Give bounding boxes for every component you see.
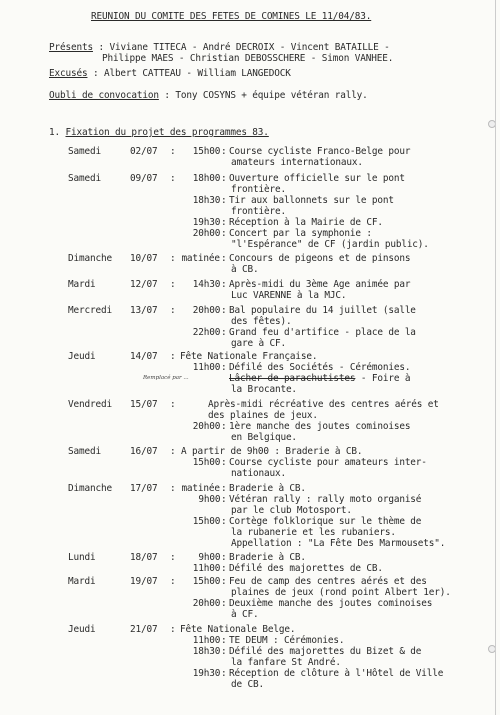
- forgotten-label: Oubli de convocation: [49, 90, 159, 101]
- excused-names: Albert CATTEAU - William LANGEDOCK: [103, 68, 291, 79]
- program-time: 15h00: [192, 457, 221, 468]
- excused-label: Excusés: [49, 68, 88, 79]
- date-separator: :: [170, 253, 176, 264]
- forgotten-row: Oubli de convocation : Tony COSYNS + équipe vétéran rally.: [49, 90, 368, 101]
- program-text: la Brocante.: [231, 384, 297, 395]
- program-day: Vendredi: [68, 399, 112, 410]
- time-separator: :: [221, 576, 227, 587]
- program-day: Samedi: [68, 146, 101, 157]
- struck-text: Lâcher de parachutistes: [229, 373, 356, 384]
- program-text: nationaux.: [231, 468, 286, 479]
- time-separator: :: [221, 552, 227, 563]
- program-time: 15h00: [192, 146, 221, 157]
- document-title: REUNION DU COMITE DES FETES DE COMINES LE 11/04/83.: [91, 11, 372, 22]
- date-separator: :: [170, 173, 176, 184]
- program-day: Jeudi: [68, 624, 96, 635]
- time-separator: :: [221, 327, 227, 338]
- section-number: 1.: [49, 127, 60, 138]
- program-text: à CF.: [231, 609, 259, 620]
- program-time: 22h00: [192, 327, 221, 338]
- program-time: 11h00: [192, 635, 221, 646]
- date-separator: :: [170, 399, 176, 410]
- program-text: Fête Nationale Française.: [180, 351, 318, 362]
- program-time: 20h00: [192, 228, 221, 239]
- program-text: en Belgique.: [231, 432, 297, 443]
- program-text: Grand feu d'artifice - place de la: [229, 327, 416, 338]
- time-separator: :: [221, 635, 227, 646]
- time-separator: :: [221, 195, 227, 206]
- program-date: 21/07: [130, 624, 158, 635]
- program-time: 15h00: [192, 576, 221, 587]
- program-text: Ouverture officielle sur le pont: [229, 173, 405, 184]
- program-date: 18/07: [130, 552, 158, 563]
- time-separator: :: [221, 217, 227, 228]
- program-time: 9h00: [198, 552, 221, 563]
- date-separator: :: [170, 305, 176, 316]
- program-time: 20h00: [192, 421, 221, 432]
- program-text: Réception de clôture à l'Hôtel de Ville: [229, 668, 444, 679]
- program-date: 15/07: [130, 399, 158, 410]
- program-time: 11h00: [192, 362, 221, 373]
- time-separator: :: [221, 228, 227, 239]
- program-text: gare à CF.: [231, 338, 286, 349]
- date-separator: :: [170, 446, 176, 457]
- time-separator: :: [221, 646, 227, 657]
- present-names-continued: Philippe MAES - Christian DEBOSSCHERE - Simon VANHEE.: [102, 53, 394, 64]
- program-text: Vétéran rally : rally moto organisé: [229, 494, 422, 505]
- program-time: 19h30: [192, 668, 221, 679]
- program-text: Course cycliste Franco-Belge pour: [229, 146, 411, 157]
- program-text: Après-midi récréative des centres aérés et: [208, 399, 439, 410]
- program-time: matinée: [181, 253, 220, 264]
- present-label: Présents: [49, 42, 93, 53]
- program-text: des fêtes).: [231, 316, 292, 327]
- program-text: plaines de jeux (rond point Albert 1er).: [231, 587, 451, 598]
- program-date: 10/07: [130, 253, 158, 264]
- remaining-text: - Foire à: [355, 373, 411, 384]
- program-text: à CB.: [231, 264, 259, 275]
- program-text: "l'Espérance" de CF (jardin public).: [231, 239, 429, 250]
- program-date: 13/07: [130, 305, 158, 316]
- program-text: Deuxième manche des joutes cominoises: [229, 598, 433, 609]
- program-text: frontière.: [231, 206, 286, 217]
- page-edge: [495, 0, 496, 715]
- time-separator: :: [221, 598, 227, 609]
- program-text: TE DEUM : Cérémonies.: [229, 635, 345, 646]
- program-time: 18h30: [192, 195, 221, 206]
- date-separator: :: [170, 483, 176, 494]
- program-text: Défilé des majorettes de CB.: [229, 563, 383, 574]
- forgotten-names: Tony COSYNS + équipe vétéran rally.: [175, 90, 368, 101]
- program-day: Dimanche: [68, 483, 112, 494]
- excused-row: Excusés : Albert CATTEAU - William LANGEDOCK: [49, 68, 291, 79]
- time-separator: :: [221, 483, 227, 494]
- time-separator: :: [221, 421, 227, 432]
- program-time: matinée: [181, 483, 220, 494]
- program-text: Concert par la symphonie :: [229, 228, 372, 239]
- program-text: Luc VARENNE à la MJC.: [231, 290, 347, 301]
- present-row: Présents : Viviane TITECA - André DECROIX - Vincent BATAILLE -: [49, 42, 390, 53]
- program-day: Mardi: [68, 279, 96, 290]
- program-date: 16/07: [130, 446, 158, 457]
- program-day: Samedi: [68, 446, 101, 457]
- program-text: Appellation : "La Fête Des Marmousets".: [231, 538, 446, 549]
- program-text: Réception à la Mairie de CF.: [229, 217, 383, 228]
- program-text: de CB.: [231, 679, 264, 690]
- program-text: par le club Motosport.: [231, 505, 352, 516]
- program-date: 12/07: [130, 279, 158, 290]
- program-text: amateurs internationaux.: [231, 157, 363, 168]
- program-date: 09/07: [130, 173, 158, 184]
- program-text: des plaines de jeux.: [208, 410, 318, 421]
- program-text: Après-midi du 3ème Age animée par: [229, 279, 411, 290]
- date-separator: :: [170, 552, 176, 563]
- program-date: 02/07: [130, 146, 158, 157]
- time-separator: :: [221, 173, 227, 184]
- program-day: Lundi: [68, 552, 96, 563]
- program-text: Fête Nationale Belge.: [180, 624, 296, 635]
- program-day: Jeudi: [68, 351, 96, 362]
- time-separator: :: [221, 457, 227, 468]
- program-text: la fanfare St André.: [231, 657, 341, 668]
- time-separator: :: [221, 305, 227, 316]
- program-text: Bal populaire du 14 juillet (salle: [229, 305, 416, 316]
- program-text: Concours de pigeons et de pinsons: [229, 253, 411, 264]
- time-separator: :: [221, 253, 227, 264]
- program-time: 9h00: [198, 494, 221, 505]
- time-separator: :: [221, 494, 227, 505]
- program-text: Braderie à CB.: [229, 552, 306, 563]
- date-separator: :: [170, 576, 176, 587]
- program-time: 18h30: [192, 646, 221, 657]
- program-text: Feu de camp des centres aérés et des: [229, 576, 427, 587]
- program-text: Cortège folklorique sur le thème de: [229, 516, 422, 527]
- program-text: frontière.: [231, 184, 286, 195]
- program-text: Tir aux ballonnets sur le pont: [229, 195, 394, 206]
- handwritten-note: Remplacé par ...: [143, 375, 189, 381]
- section-heading: [49, 127, 269, 138]
- program-date: 19/07: [130, 576, 158, 587]
- program-time: 11h00: [192, 563, 221, 574]
- date-separator: :: [170, 351, 176, 362]
- program-text: Défilé des Sociétés - Cérémonies.: [229, 362, 411, 373]
- program-time: 18h00: [192, 173, 221, 184]
- time-separator: :: [221, 146, 227, 157]
- program-time: 20h00: [192, 305, 221, 316]
- time-separator: :: [221, 279, 227, 290]
- program-text: Course cycliste pour amateurs inter-: [229, 457, 427, 468]
- section-title: Fixation du projet des programmes 83.: [65, 127, 269, 138]
- date-separator: :: [170, 279, 176, 290]
- program-text: Braderie à CB.: [229, 483, 306, 494]
- program-time: 15h00: [192, 516, 221, 527]
- program-text: Défilé des majorettes du Bizet & de: [229, 646, 422, 657]
- program-text: [229, 373, 410, 384]
- program-day: Mardi: [68, 576, 96, 587]
- program-day: Mercredi: [68, 305, 112, 316]
- program-time: 14h30: [192, 279, 221, 290]
- time-separator: :: [221, 563, 227, 574]
- program-date: 14/07: [130, 351, 158, 362]
- program-text: la rubanerie et les rubaniers.: [231, 527, 396, 538]
- program-text: 1ère manche des joutes cominoises: [229, 421, 411, 432]
- time-separator: :: [221, 668, 227, 679]
- program-time: 19h30: [192, 217, 221, 228]
- program-day: Dimanche: [68, 253, 112, 264]
- time-separator: :: [221, 516, 227, 527]
- program-day: Samedi: [68, 173, 101, 184]
- date-separator: :: [170, 146, 176, 157]
- program-date: 17/07: [130, 483, 158, 494]
- present-names: Viviane TITECA - André DECROIX - Vincent BATAILLE -: [109, 42, 390, 53]
- program-text: A partir de 9h00 : Braderie à CB.: [181, 446, 363, 457]
- time-separator: :: [221, 362, 227, 373]
- date-separator: :: [170, 624, 176, 635]
- program-time: 20h00: [192, 598, 221, 609]
